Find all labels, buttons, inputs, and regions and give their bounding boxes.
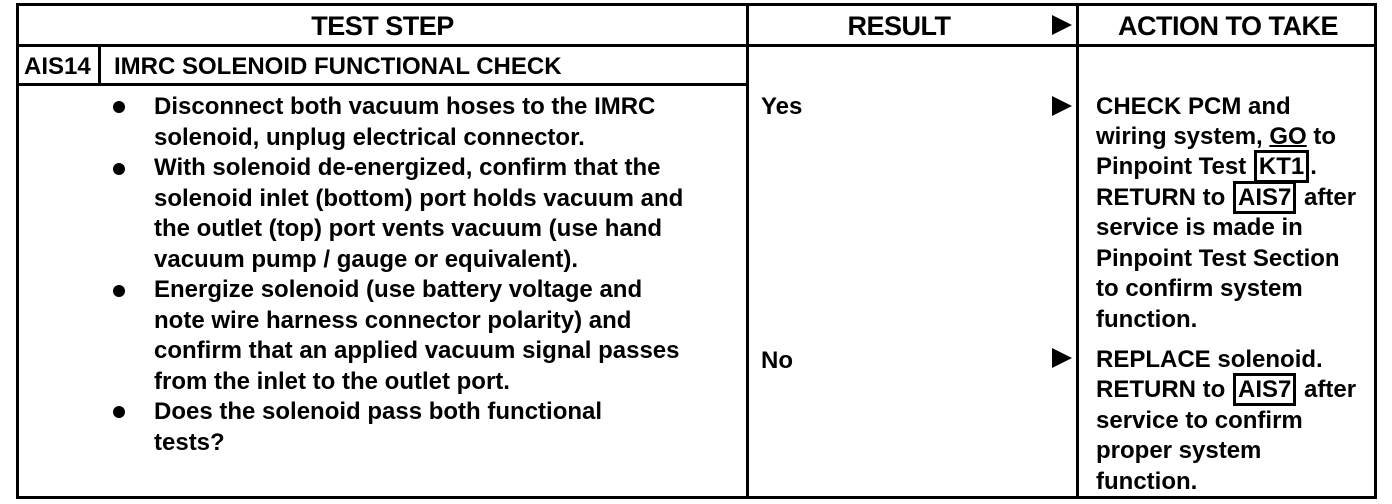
action-yes-line: to confirm system xyxy=(1096,275,1303,302)
bullet-icon xyxy=(113,406,125,418)
result-no-arrow-icon xyxy=(1052,348,1072,368)
result-yes-arrow-icon xyxy=(1052,96,1072,116)
step-line: Disconnect both vacuum hoses to the IMRC xyxy=(154,93,656,120)
header-test-step: TEST STEP xyxy=(311,10,454,41)
header-arrow-icon xyxy=(1052,15,1072,35)
ref-ais7-link[interactable]: AIS7 xyxy=(1233,181,1296,214)
step-line: With solenoid de-energized, confirm that the xyxy=(154,154,661,181)
bullet-icon xyxy=(113,285,125,297)
action-no-line: proper system xyxy=(1096,437,1262,464)
step-line: the outlet (top) port vents vacuum (use hand xyxy=(154,215,663,242)
bullet-icon xyxy=(113,101,125,113)
step-line: Energize solenoid (use battery voltage and xyxy=(154,276,643,303)
action-yes-line: service is made in xyxy=(1096,214,1303,241)
header-result: RESULT xyxy=(847,10,951,41)
action-yes-line: function. xyxy=(1096,306,1198,333)
action-no-line: REPLACE solenoid. xyxy=(1096,346,1323,373)
step-line: solenoid, unplug electrical connector. xyxy=(154,124,585,151)
header-action: ACTION TO TAKE xyxy=(1118,10,1338,41)
step-question: Does the solenoid pass both functional xyxy=(154,398,603,425)
action-yes-line: CHECK PCM and xyxy=(1096,93,1291,120)
goto-link[interactable]: GO xyxy=(1269,123,1307,150)
step-line: note wire harness connector polarity) and xyxy=(154,307,632,334)
step-question: tests? xyxy=(154,429,225,456)
action-yes-line: wiring system, GO to xyxy=(1096,123,1337,150)
action-no-line: function. xyxy=(1096,468,1198,495)
column-divider-result xyxy=(746,3,749,499)
step-line: from the inlet to the outlet port. xyxy=(154,368,510,395)
action-no-line: service to confirm xyxy=(1096,407,1303,434)
action-no-line: RETURN to AIS7 after xyxy=(1096,375,1356,406)
step-line: solenoid inlet (bottom) port holds vacuum and xyxy=(154,185,684,212)
step-title-divider xyxy=(16,83,749,86)
step-line: confirm that an applied vacuum signal passes xyxy=(154,337,680,364)
result-no: No xyxy=(761,347,793,374)
ref-ais7-link[interactable]: AIS7 xyxy=(1233,373,1296,406)
bullet-icon xyxy=(113,163,125,175)
column-divider-action xyxy=(1076,3,1079,499)
id-divider xyxy=(98,46,101,85)
step-id: AIS14 xyxy=(24,53,91,80)
action-yes-line: RETURN to AIS7 after xyxy=(1096,183,1356,214)
step-line: vacuum pump / gauge or equivalent). xyxy=(154,246,579,273)
action-yes-line: Pinpoint Test KT1 . xyxy=(1096,152,1317,183)
result-yes: Yes xyxy=(761,93,803,120)
ref-kt1-link[interactable]: KT1 xyxy=(1254,150,1309,183)
step-title: IMRC SOLENOID FUNCTIONAL CHECK xyxy=(114,53,562,80)
action-yes-line: Pinpoint Test Section xyxy=(1096,245,1340,272)
